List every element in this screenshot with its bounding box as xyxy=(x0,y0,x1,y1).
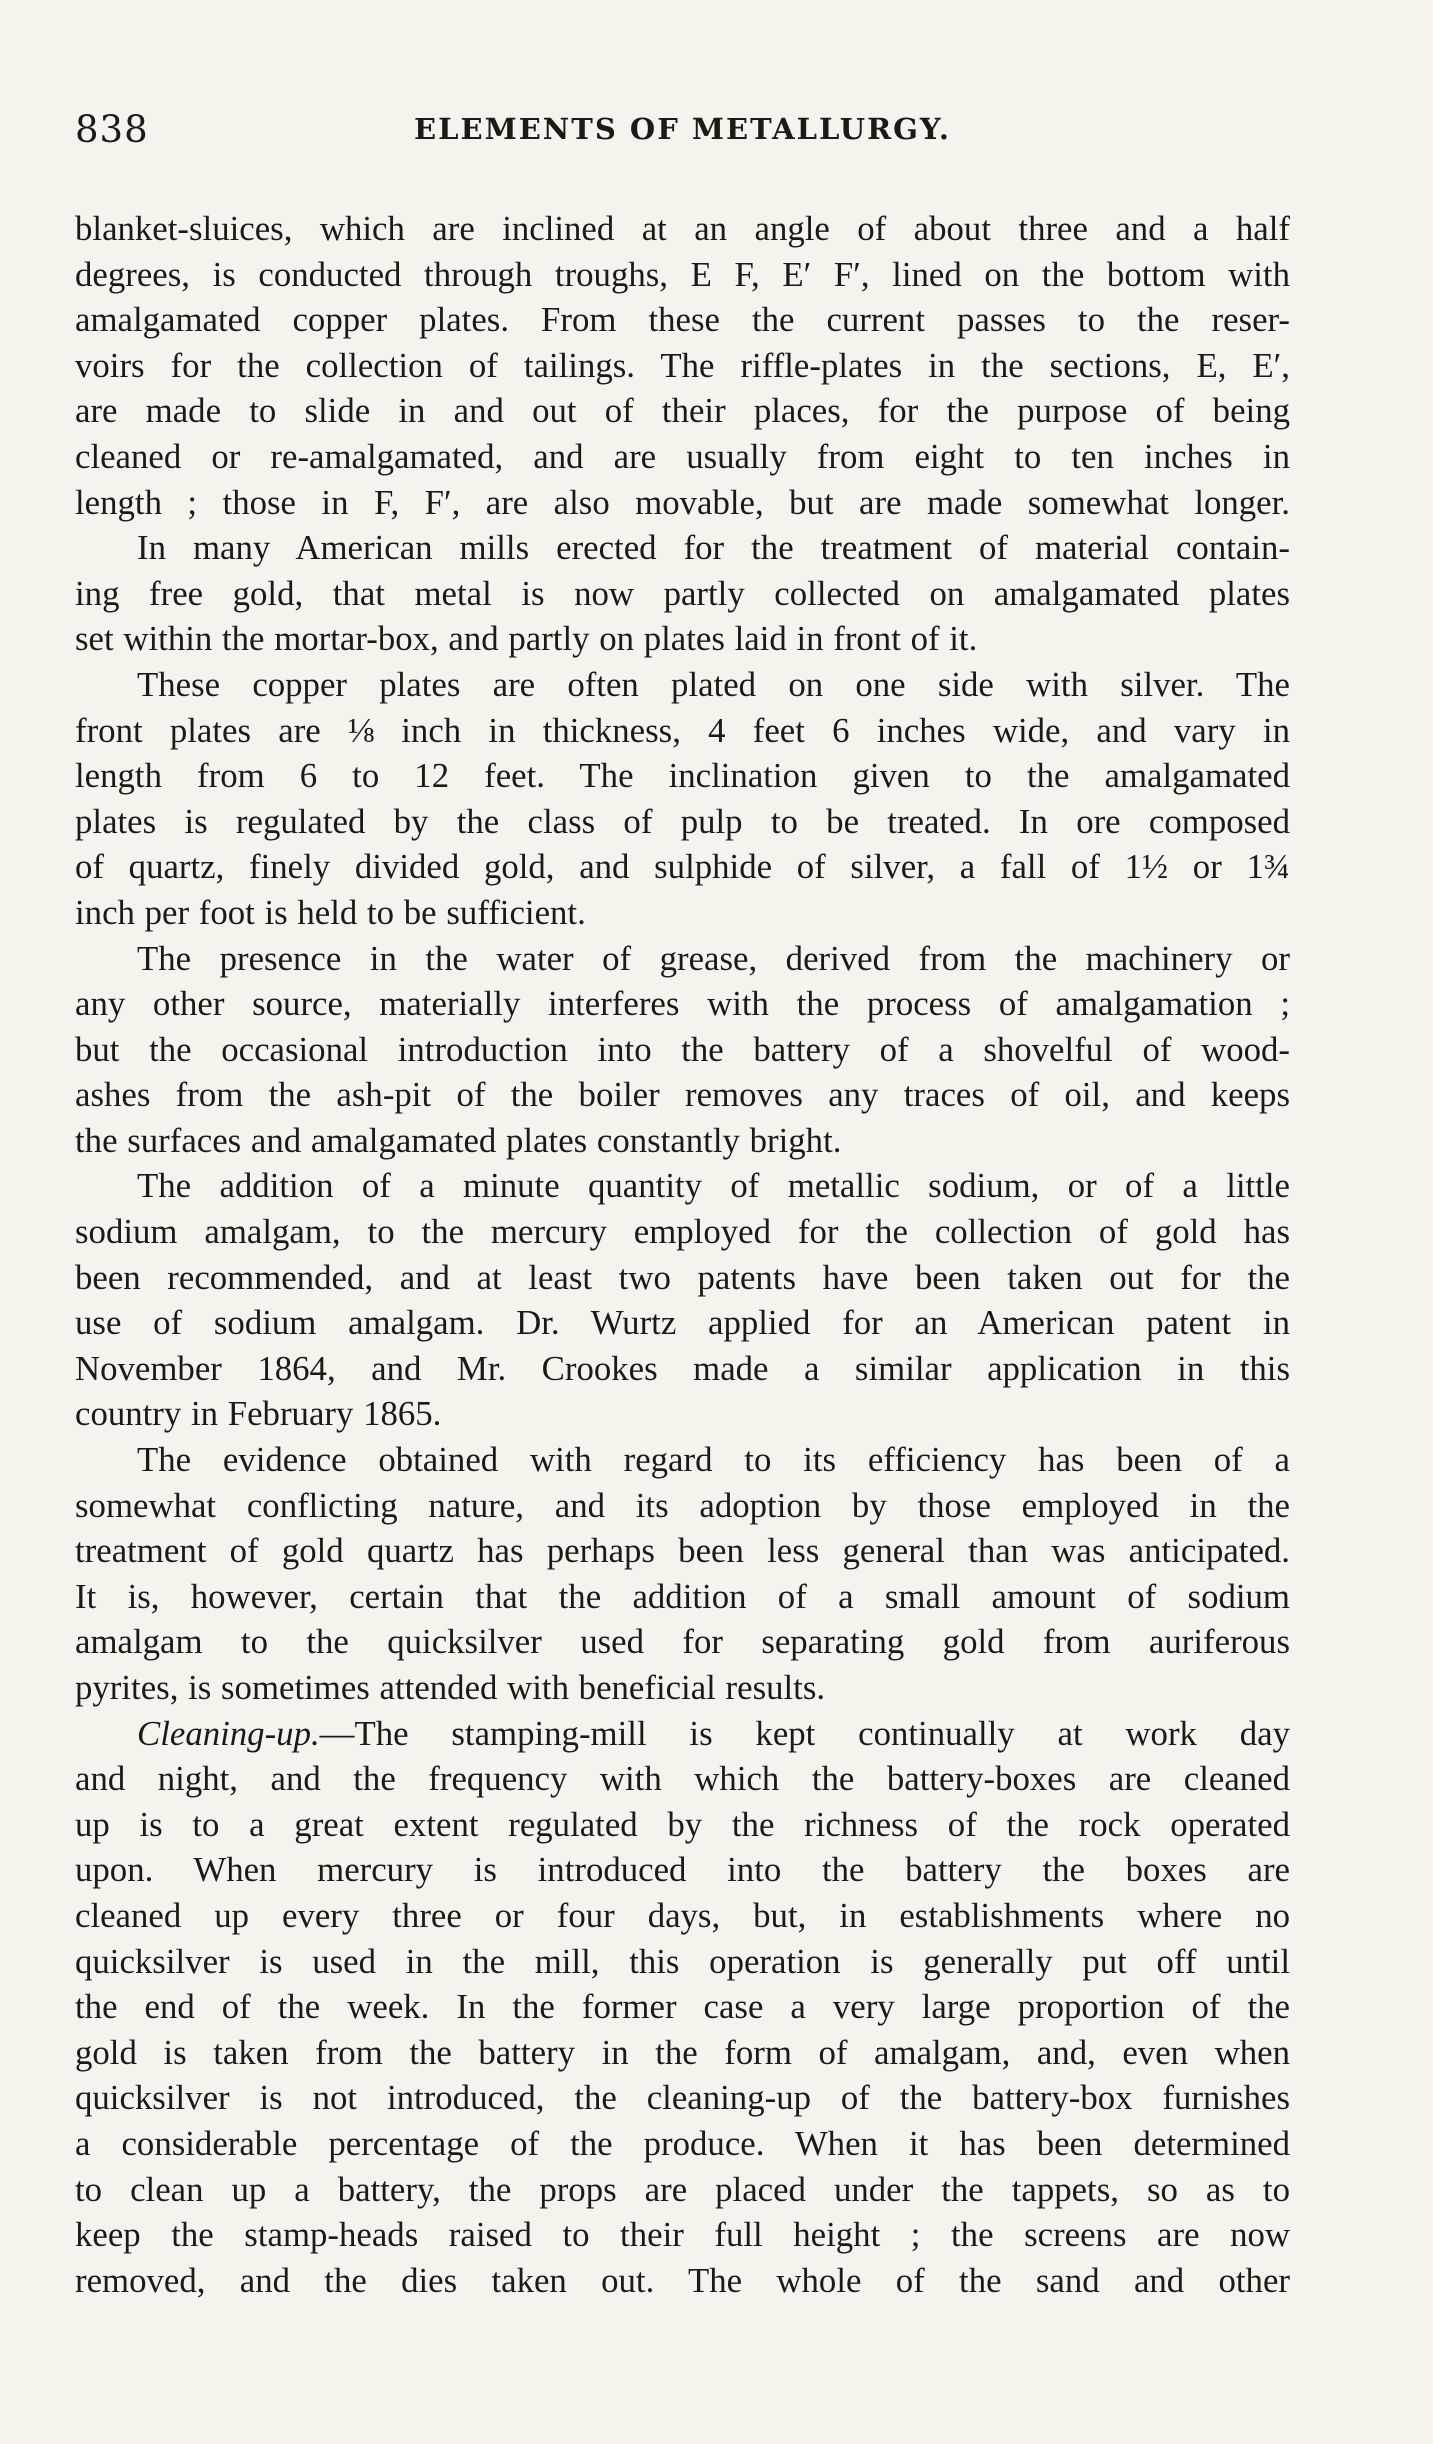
text-line: The addition of a minute quantity of metallic sodium, or of a little xyxy=(137,1166,1290,1206)
text-line: It is, however, certain that the addition of a small amount of sodium xyxy=(75,1576,1290,1616)
text-line xyxy=(75,1711,1290,1757)
text-line: length from 6 to 12 feet. The inclination given to the amalgamated xyxy=(75,756,1290,796)
text-line: cleaned up every three or four days, but, in establishments where no xyxy=(75,1895,1290,1935)
text-line: November 1864, and Mr. Crookes made a similar application in this xyxy=(75,1348,1290,1388)
text-line: gold is taken from the battery in the form of amalgam, and, even when xyxy=(75,2032,1290,2072)
paragraph xyxy=(75,1711,1290,2304)
text-line: cleaned or re-amalgamated, and are usually from eight to ten inches in xyxy=(75,436,1290,476)
text-line: length ; those in F, F′, are also movable, but are made somewhat longer. xyxy=(75,482,1290,522)
text-line: upon. When mercury is introduced into the battery the boxes are xyxy=(75,1850,1290,1890)
text-line: removed, and the dies taken out. The whole of the sand and other xyxy=(75,2260,1290,2300)
text-line-rest: —The stamping-mill is kept continually at work day xyxy=(319,1713,1290,1753)
page-header xyxy=(75,108,1290,160)
text-line: any other source, materially interferes with the process of amalgamation ; xyxy=(75,984,1290,1024)
text-line: degrees, is conducted through troughs, E F, E′ F′, lined on the bottom with xyxy=(75,254,1290,294)
text-line: voirs for the collection of tailings. The riffle-plates in the sections, E, E′, xyxy=(75,345,1290,385)
text-line: These copper plates are often plated on one side with silver. The xyxy=(137,664,1290,704)
text-line: but the occasional introduction into the battery of a shovelful of wood- xyxy=(75,1029,1290,1069)
text-line: inch per foot is held to be sufficient. xyxy=(75,892,586,932)
text-line: somewhat conflicting nature, and its adoption by those employed in the xyxy=(75,1485,1290,1525)
paragraph xyxy=(75,525,1290,662)
section-heading: Cleaning-up. xyxy=(137,1713,320,1753)
text-line: In many American mills erected for the treatment of material contain- xyxy=(137,528,1290,568)
paragraph xyxy=(75,1163,1290,1437)
text-line: front plates are ⅛ inch in thickness, 4 feet 6 inches wide, and vary in xyxy=(75,710,1290,750)
book-page xyxy=(75,108,1290,2303)
body-text xyxy=(75,206,1290,2303)
text-line: of quartz, finely divided gold, and sulphide of silver, a fall of 1½ or 1¾ xyxy=(75,847,1290,887)
paragraph xyxy=(75,206,1290,525)
text-line: use of sodium amalgam. Dr. Wurtz applied for an American patent in xyxy=(75,1303,1290,1343)
text-line: blanket-sluices, which are inclined at an angle of about three and a half xyxy=(75,209,1290,248)
text-line: are made to slide in and out of their places, for the purpose of being xyxy=(75,391,1290,431)
text-line: The evidence obtained with regard to its efficiency has been of a xyxy=(137,1440,1290,1480)
text-line: ashes from the ash-pit of the boiler removes any traces of oil, and keeps xyxy=(75,1075,1290,1115)
text-line: ing free gold, that metal is now partly collected on amalgamated plates xyxy=(75,573,1290,613)
text-line: keep the stamp-heads raised to their full height ; the screens are now xyxy=(75,2215,1290,2255)
text-line: country in February 1865. xyxy=(75,1394,442,1434)
text-line: amalgamated copper plates. From these the current passes to the reser- xyxy=(75,300,1290,340)
text-line: treatment of gold quartz has perhaps been less general than was anticipated. xyxy=(75,1531,1290,1571)
paragraph xyxy=(75,936,1290,1164)
text-line: and night, and the frequency with which the battery-boxes are cleaned xyxy=(75,1759,1290,1799)
paragraph xyxy=(75,662,1290,936)
running-head: ELEMENTS OF METALLURGY. xyxy=(414,112,951,146)
text-line: The presence in the water of grease, derived from the machinery or xyxy=(137,938,1290,978)
text-line: pyrites, is sometimes attended with beneficial results. xyxy=(75,1668,826,1707)
text-line: a considerable percentage of the produce. When it has been determined xyxy=(75,2123,1290,2163)
text-line: set within the mortar-box, and partly on plates laid in front of it. xyxy=(75,619,978,659)
text-line: sodium amalgam, to the mercury employed for the collection of gold has xyxy=(75,1212,1290,1252)
text-line: quicksilver is used in the mill, this operation is generally put off until xyxy=(75,1941,1290,1981)
text-line: to clean up a battery, the props are placed under the tappets, so as to xyxy=(75,2169,1290,2209)
text-line: plates is regulated by the class of pulp to be treated. In ore composed xyxy=(75,801,1290,841)
text-line: quicksilver is not introduced, the cleaning-up of the battery-box furnishes xyxy=(75,2078,1290,2118)
text-line: been recommended, and at least two patents have been taken out for the xyxy=(75,1257,1290,1297)
paragraph xyxy=(75,1437,1290,1711)
text-line: up is to a great extent regulated by the richness of the rock operated xyxy=(75,1804,1290,1844)
text-line: the surfaces and amalgamated plates constantly bright. xyxy=(75,1120,842,1160)
page-number: 838 xyxy=(75,108,149,151)
text-line: amalgam to the quicksilver used for separating gold from auriferous xyxy=(75,1622,1290,1662)
text-line: the end of the week. In the former case a very large proportion of the xyxy=(75,1987,1290,2027)
